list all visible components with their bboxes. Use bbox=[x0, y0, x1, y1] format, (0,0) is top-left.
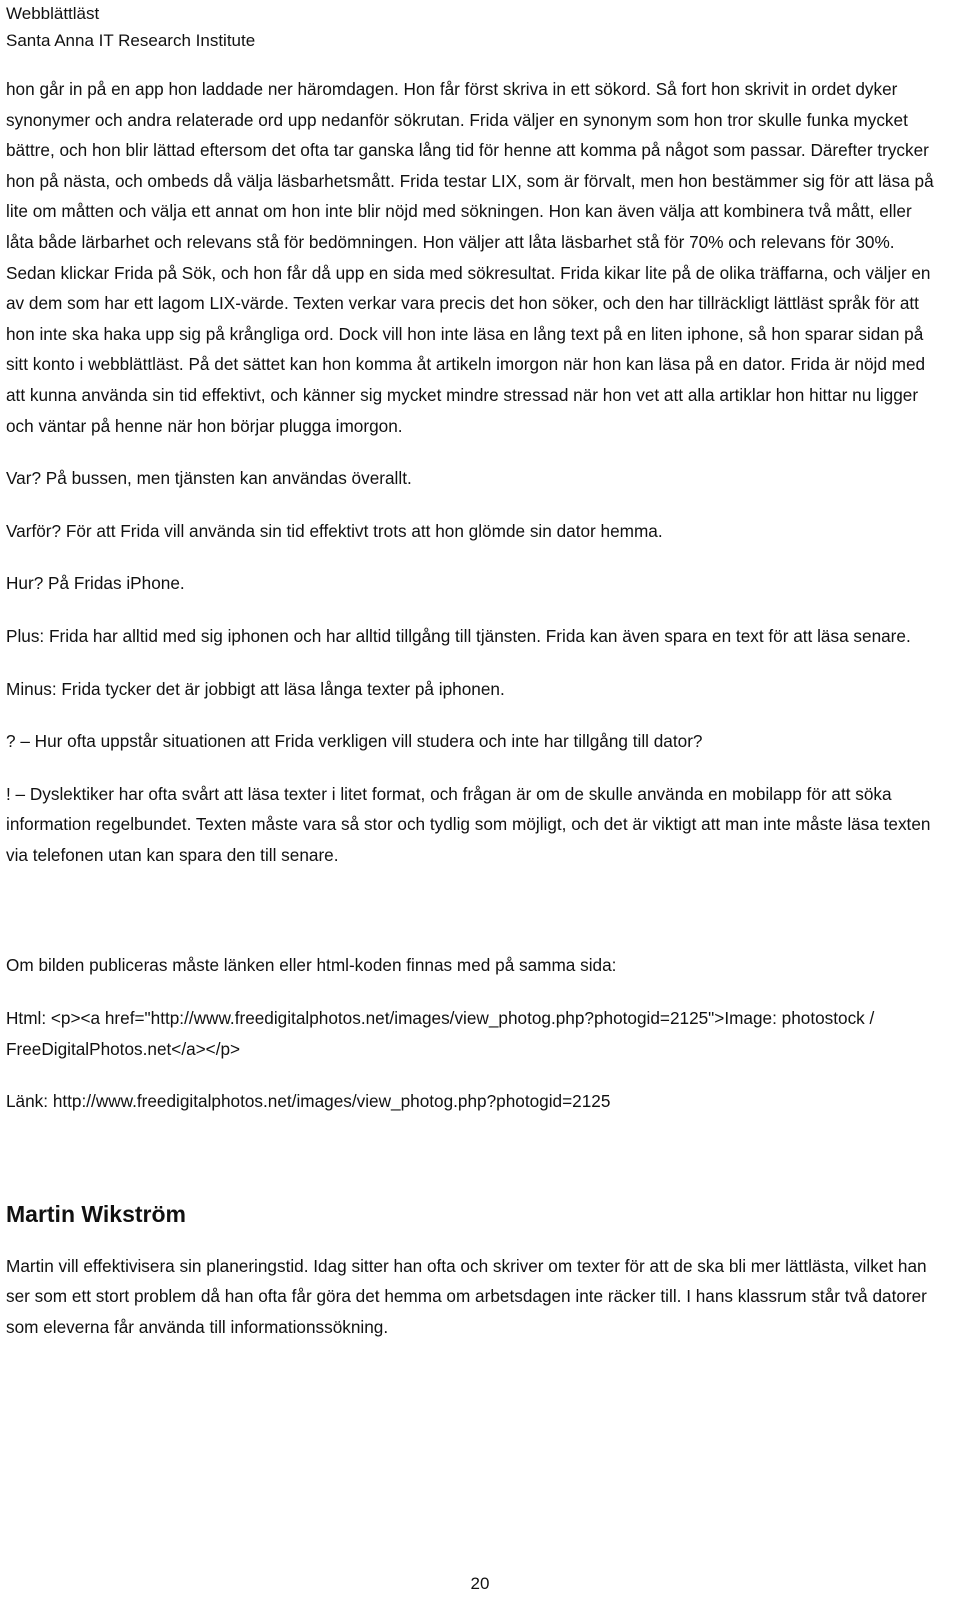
section-heading: Martin Wikström bbox=[6, 1200, 186, 1227]
minus-paragraph: Minus: Frida tycker det är jobbigt att läsa långa texter på iphonen. bbox=[6, 678, 505, 699]
image-credit-link: Länk: http://www.freedigitalphotos.net/images/view_photog.php?photogid=2125 bbox=[6, 1091, 611, 1112]
header-organization: Santa Anna IT Research Institute bbox=[6, 31, 256, 50]
exclamation-paragraph: ! – Dyslektiker har ofta svårt att läsa texter i litet format, och frågan är om de skulle använda en mobilapp för att söka information regelbundet. Texten måste vara så stor och tydlig som möjligt, och det är viktigt att man inte måste läsa texten via telefonen utan kan spara den till senare. bbox=[6, 783, 931, 865]
scenario-paragraph: hon går in på en app hon laddade ner häromdagen. Hon får först skriva in ett sökord. Så fort hon skrivit in ordet dyker synonymer och andra relaterade ord upp nedanför sökrutan. Frida väljer en synonym som hon tror skulle funka mycket bättre, och hon blir lättad eftersom det ofta tar ganska lång tid för henne att komma på något som passar. Därefter trycker hon på nästa, och ombeds då välja läsbarhetsmått. Frida testar LIX, som är förvalt, men hon bestämmer sig för att läsa på lite om måtten och välja ett annat om hon inte blir nöjd med sökningen. Hon kan även välja att kombinera två mått, eller låta både lärbarhet och relevans stå för bedömningen. Hon väljer att låta läsbarhet stå för 70% och relevans för 30%. Sedan klickar Frida på Sök, och hon får då upp en sida med sökresultat. Frida kikar lite på de olika träffarna, och väljer en av dem som har ett lagom LIX-värde. Texten verkar vara precis det hon söker, och den har tillräckligt lättläst språk för att hon inte ska haka upp sig på krångliga ord. Dock vill hon inte läsa en lång text på en liten iphone, så hon sparar sidan på sitt konto i webblättläst. På det sättet kan hon komma åt artikeln imorgon när hon kan läsa på en dator. Frida är nöjd med att kunna använda sin tid effektivt, och känner sig mycket mindre stressad när hon vet att alla artiklar hon hittar nu ligger och väntar på henne när hon börjar plugga imorgon. bbox=[6, 79, 934, 436]
header-title: Webblättläst bbox=[6, 4, 100, 23]
why-paragraph: Varför? För att Frida vill använda sin tid effektivt trots att hon glömde sin dator hemma. bbox=[6, 520, 663, 541]
how-paragraph: Hur? På Fridas iPhone. bbox=[6, 573, 185, 594]
page-header bbox=[6, 0, 255, 54]
question-paragraph: ? – Hur ofta uppstår situationen att Frida verkligen vill studera och inte har tillgång till dator? bbox=[6, 731, 703, 752]
where-paragraph: Var? På bussen, men tjänsten kan användas överallt. bbox=[6, 468, 412, 489]
page-number: 20 bbox=[470, 1574, 490, 1593]
image-credit-html: Html: <p><a href="http://www.freedigitalphotos.net/images/view_photog.php?photogid=2125">Image: photostock / FreeDigitalPhotos.net</a></p> bbox=[6, 1008, 875, 1059]
image-credit-intro: Om bilden publiceras måste länken eller html-koden finnas med på samma sida: bbox=[6, 955, 617, 976]
plus-paragraph: Plus: Frida har alltid med sig iphonen och har alltid tillgång till tjänsten. Frida kan även spara en text för att läsa senare. bbox=[6, 625, 911, 646]
section-paragraph: Martin vill effektivisera sin planeringstid. Idag sitter han ofta och skriver om texter för att de ska bli mer lättlästa, vilket han ser som ett stort problem då han ofta får göra det hemma om arbetsdagen inte räcker till. I hans klassrum står två datorer som eleverna får använda till informationssökning. bbox=[6, 1255, 927, 1338]
document-body bbox=[6, 74, 940, 1343]
